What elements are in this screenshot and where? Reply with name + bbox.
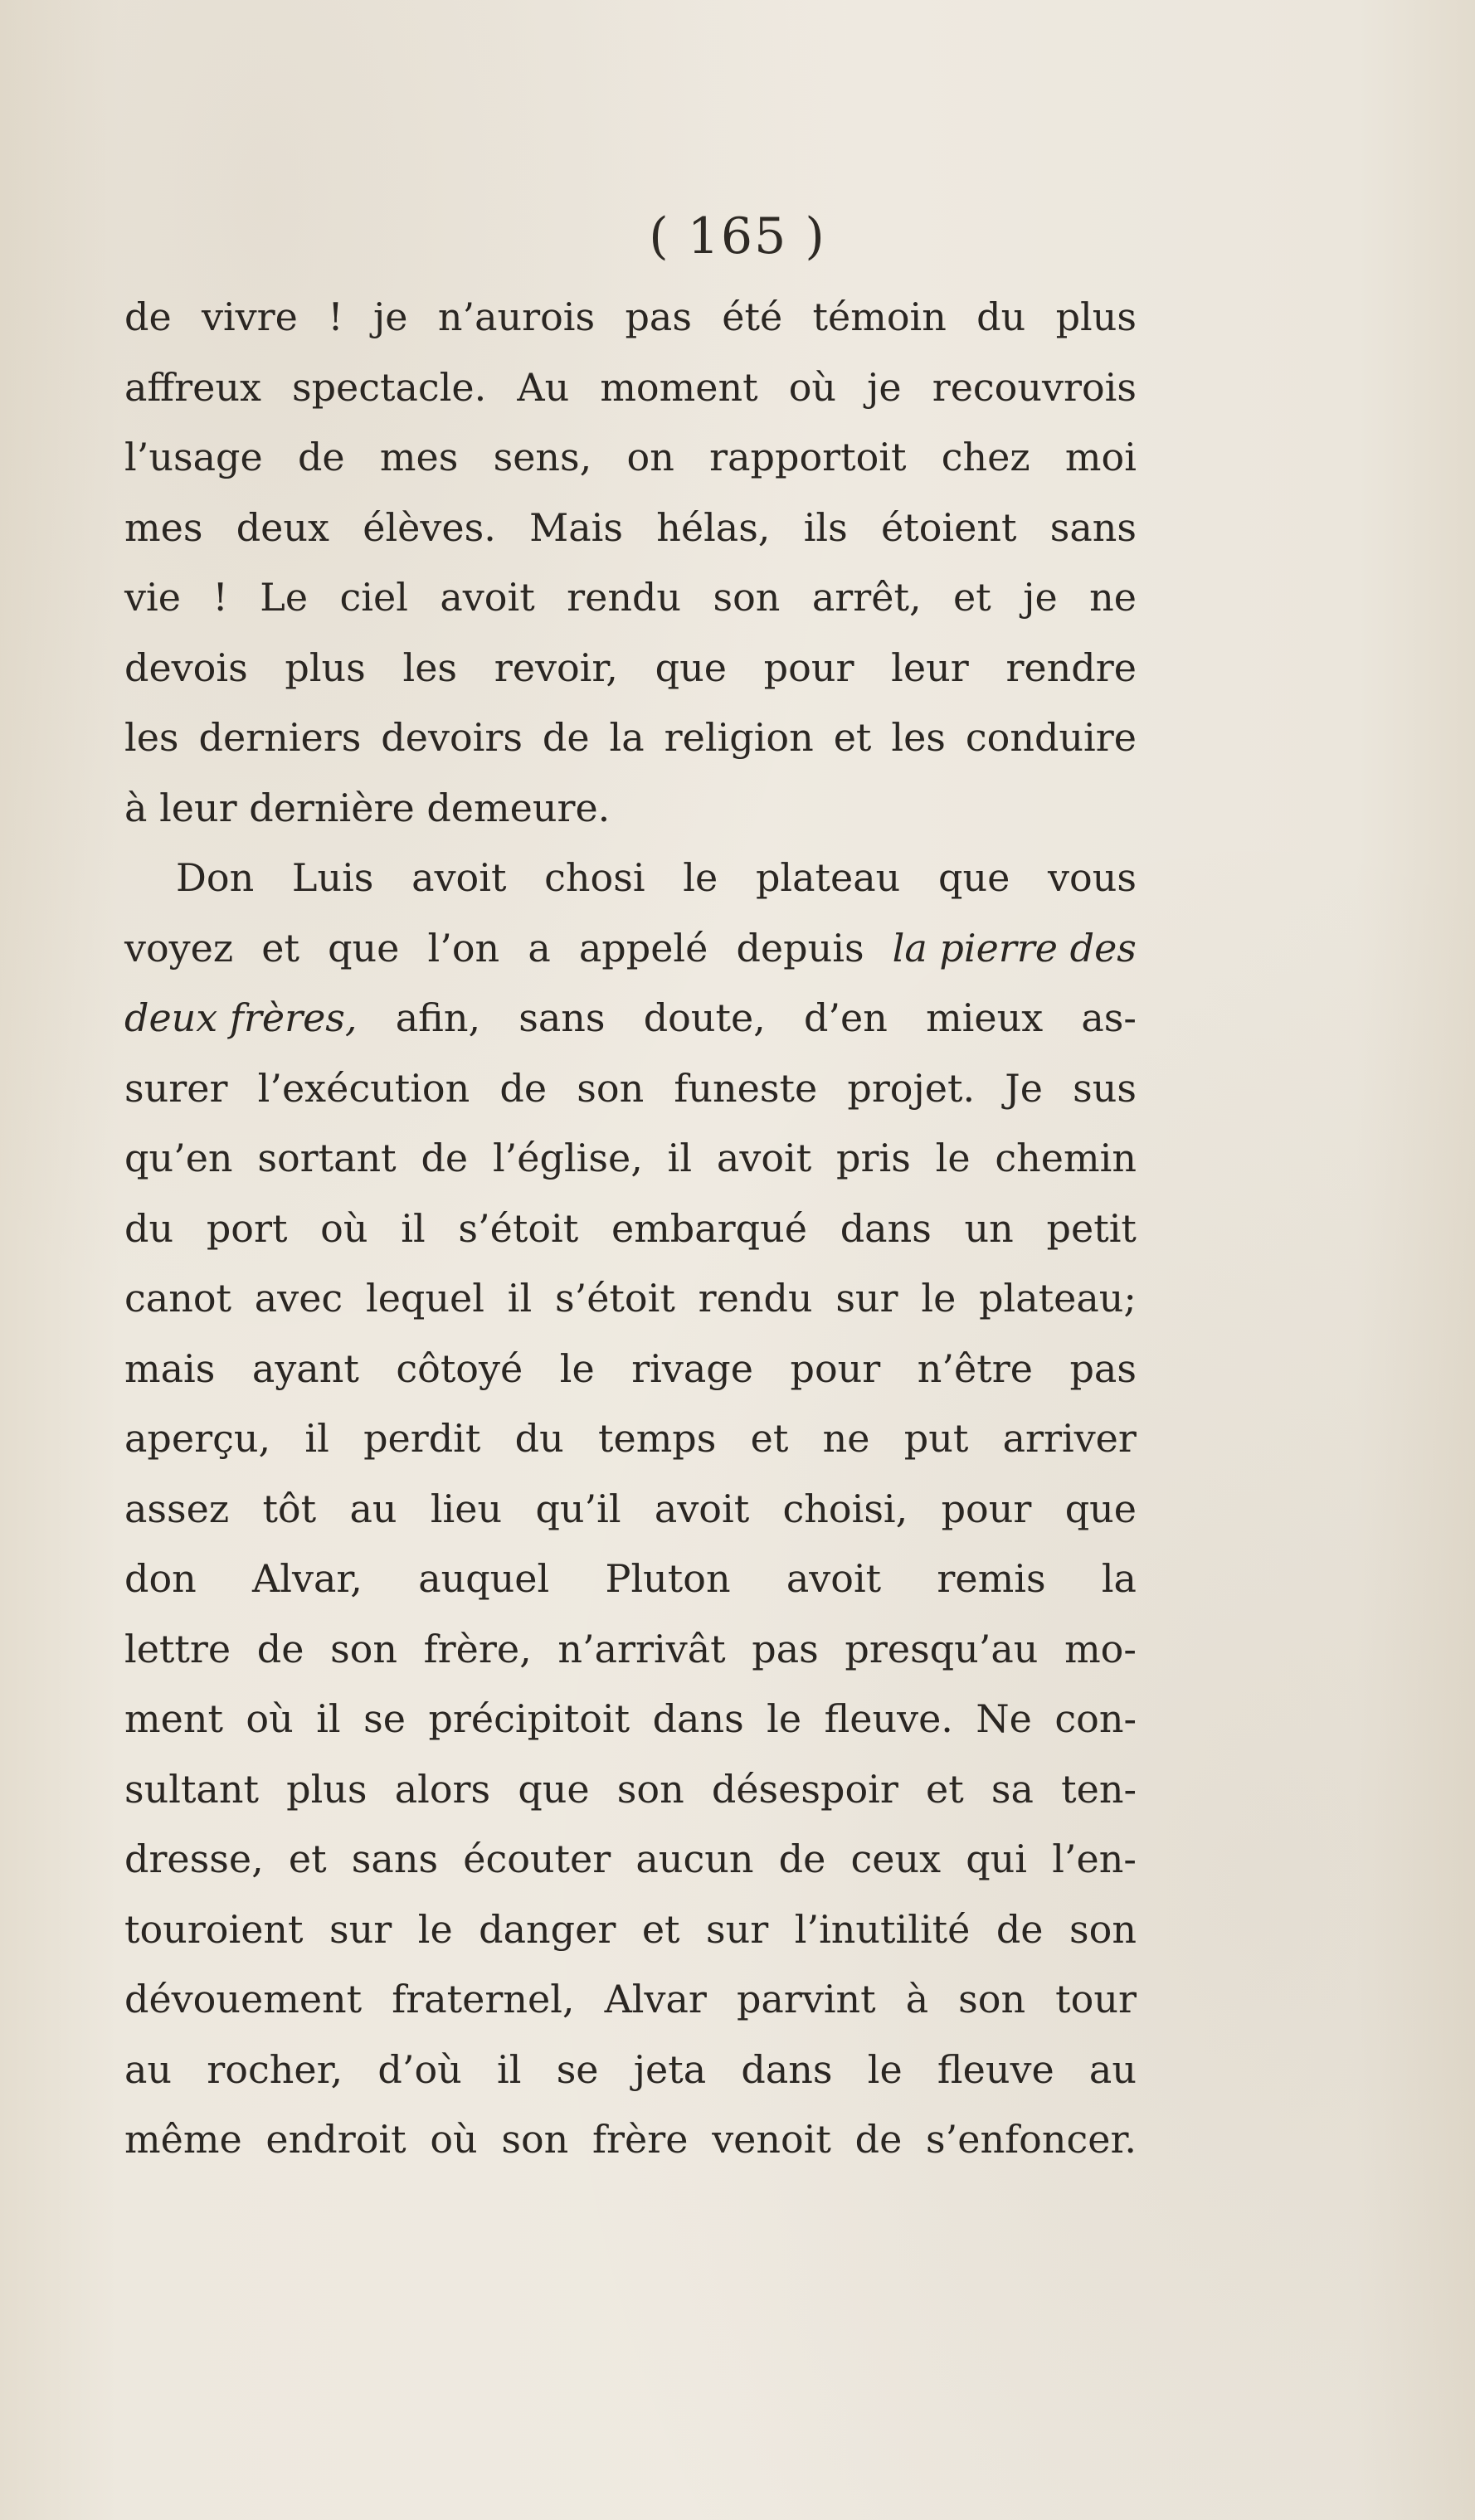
text-line bbox=[124, 353, 1137, 423]
word: sans bbox=[1049, 504, 1137, 550]
word: deux bbox=[236, 504, 329, 550]
word: mieux bbox=[926, 995, 1044, 1040]
word: les bbox=[402, 645, 458, 690]
word: n’arrivât bbox=[557, 1626, 726, 1671]
word: d’où bbox=[377, 2046, 462, 2092]
text-line bbox=[124, 2035, 1137, 2105]
word: je bbox=[1023, 575, 1058, 620]
word: un bbox=[964, 1205, 1014, 1251]
word: de bbox=[256, 1626, 304, 1671]
word: le bbox=[767, 1696, 802, 1741]
word: de bbox=[421, 1136, 469, 1180]
word: demeure. bbox=[426, 785, 611, 830]
word: que bbox=[938, 855, 1010, 900]
word: du bbox=[514, 1416, 564, 1461]
word: sortant bbox=[257, 1136, 397, 1180]
word: et bbox=[641, 1906, 680, 1952]
word: devois bbox=[124, 645, 248, 690]
text-line bbox=[124, 843, 1137, 913]
word: choisi, bbox=[782, 1486, 908, 1531]
word: port bbox=[206, 1205, 288, 1251]
text-line bbox=[124, 1824, 1137, 1895]
word: ciel bbox=[339, 575, 408, 620]
page-number: ( 165 ) bbox=[649, 207, 826, 265]
word: Ne bbox=[976, 1696, 1032, 1741]
word: tôt bbox=[262, 1486, 317, 1531]
word: de bbox=[499, 1065, 548, 1111]
word: et bbox=[926, 1766, 964, 1812]
word: élèves. bbox=[363, 504, 496, 550]
word: endroit bbox=[265, 2117, 406, 2162]
word: rapportoit bbox=[709, 435, 907, 479]
word: sans bbox=[351, 1836, 439, 1881]
word: de bbox=[124, 294, 172, 339]
word: embarqué bbox=[611, 1205, 807, 1251]
word: presqu’au bbox=[845, 1626, 1039, 1671]
word: où bbox=[788, 364, 837, 410]
word: moment bbox=[600, 364, 758, 410]
word: son bbox=[330, 1626, 398, 1671]
text-line bbox=[124, 1194, 1137, 1264]
word: ment bbox=[124, 1696, 223, 1741]
word: pas bbox=[752, 1626, 819, 1671]
word: afin, bbox=[395, 995, 481, 1040]
word: que bbox=[1064, 1486, 1137, 1531]
word: le bbox=[935, 1136, 971, 1180]
word: derniers bbox=[198, 715, 362, 760]
word: dans bbox=[840, 1205, 932, 1251]
word: pris bbox=[836, 1136, 911, 1180]
text-line bbox=[124, 703, 1137, 773]
word: hélas, bbox=[656, 504, 771, 550]
word: son bbox=[577, 1065, 645, 1111]
word: funeste bbox=[674, 1065, 818, 1111]
word: de bbox=[297, 435, 345, 479]
word: au bbox=[349, 1486, 397, 1531]
word: recouvrois bbox=[932, 364, 1137, 410]
word: s’étoit bbox=[458, 1205, 579, 1251]
word: pour bbox=[763, 645, 854, 690]
text-line bbox=[124, 983, 1137, 1053]
word: plus bbox=[286, 1766, 368, 1812]
word: Au bbox=[517, 364, 570, 410]
word: chez bbox=[941, 435, 1030, 479]
word: ! bbox=[328, 294, 343, 339]
word: je bbox=[867, 364, 902, 410]
word: rivage bbox=[631, 1345, 753, 1391]
word: Don bbox=[176, 855, 255, 900]
word: assez bbox=[124, 1486, 230, 1531]
body-text bbox=[124, 282, 1137, 2175]
word: son bbox=[958, 1977, 1026, 2021]
word: il bbox=[497, 2046, 522, 2092]
word: pas bbox=[625, 294, 692, 339]
word: plateau bbox=[755, 855, 901, 900]
word: qu’il bbox=[535, 1486, 621, 1531]
word: qui bbox=[966, 1836, 1028, 1881]
text-line bbox=[124, 2104, 1137, 2175]
word: moi bbox=[1064, 435, 1137, 479]
word: lieu bbox=[430, 1486, 503, 1531]
word: surer bbox=[124, 1065, 228, 1111]
word: s’étoit bbox=[554, 1276, 675, 1321]
word: arrêt, bbox=[811, 575, 922, 620]
word: sur bbox=[329, 1906, 392, 1952]
word: fleuve bbox=[937, 2046, 1054, 2092]
word: fleuve. bbox=[824, 1696, 953, 1741]
word: où bbox=[320, 1205, 368, 1251]
word: dévouement bbox=[124, 1977, 363, 2021]
text-line bbox=[124, 1474, 1137, 1545]
word: auquel bbox=[418, 1556, 550, 1601]
word: l’inutilité bbox=[794, 1906, 971, 1952]
word: chemin bbox=[995, 1136, 1137, 1180]
word: pour bbox=[941, 1486, 1032, 1531]
word: arriver bbox=[1002, 1416, 1137, 1461]
word: n’être bbox=[917, 1345, 1033, 1391]
word: la bbox=[1101, 1556, 1137, 1601]
word: rendu bbox=[698, 1276, 813, 1321]
word: avec bbox=[254, 1276, 343, 1321]
word: s’enfoncer. bbox=[926, 2117, 1137, 2162]
word: religion bbox=[664, 715, 814, 760]
word: été bbox=[722, 294, 783, 339]
word: le bbox=[921, 1276, 957, 1321]
word: désespoir bbox=[711, 1766, 898, 1812]
word: le bbox=[683, 855, 718, 900]
word: con- bbox=[1054, 1696, 1137, 1741]
word: spectacle. bbox=[291, 364, 487, 410]
word: depuis bbox=[736, 925, 864, 971]
word: lettre bbox=[124, 1626, 231, 1671]
word: perdit bbox=[363, 1416, 481, 1461]
word: il bbox=[667, 1136, 693, 1180]
word: Je bbox=[1005, 1065, 1043, 1111]
word: plus bbox=[1055, 294, 1137, 339]
word: dernière bbox=[249, 785, 415, 830]
word: et bbox=[953, 575, 991, 620]
word: et bbox=[288, 1836, 327, 1881]
word: leur bbox=[891, 645, 969, 690]
word: et bbox=[750, 1416, 789, 1461]
word: Alvar bbox=[604, 1977, 707, 2021]
text-line bbox=[124, 1263, 1137, 1334]
word: au bbox=[1088, 2046, 1137, 2092]
word: le bbox=[559, 1345, 595, 1391]
word: ils bbox=[803, 504, 848, 550]
word: a bbox=[528, 925, 551, 971]
word: sa bbox=[991, 1766, 1034, 1812]
word: devoirs bbox=[381, 715, 523, 760]
italic-place-name: la pierre des bbox=[892, 925, 1137, 971]
word: rocher, bbox=[207, 2046, 343, 2092]
italic-place-name: deux frères, bbox=[124, 995, 358, 1040]
word: touroient bbox=[124, 1906, 304, 1952]
word: l’exécution bbox=[257, 1065, 470, 1111]
text-line bbox=[124, 1053, 1137, 1124]
word: côtoyé bbox=[396, 1345, 523, 1391]
word: appelé bbox=[578, 925, 708, 971]
word: tour bbox=[1055, 1977, 1137, 2021]
word: les bbox=[124, 715, 179, 760]
word: leur bbox=[159, 785, 237, 830]
word: ten- bbox=[1061, 1766, 1137, 1812]
word: don bbox=[124, 1556, 197, 1601]
word: se bbox=[363, 1696, 406, 1741]
word: sus bbox=[1073, 1065, 1137, 1111]
text-line bbox=[124, 1544, 1137, 1614]
word: vie bbox=[124, 575, 181, 620]
word: le bbox=[417, 1906, 453, 1952]
word: écouter bbox=[463, 1836, 611, 1881]
word: dans bbox=[652, 1696, 744, 1741]
word: jeta bbox=[633, 2046, 707, 2092]
word: Mais bbox=[529, 504, 623, 550]
word: aperçu, bbox=[124, 1416, 271, 1461]
word: rendu bbox=[567, 575, 682, 620]
word: remis bbox=[937, 1556, 1046, 1601]
word: mes bbox=[124, 504, 203, 550]
word: Pluton bbox=[605, 1556, 731, 1601]
word: précipitoit bbox=[428, 1696, 630, 1741]
word: frère bbox=[592, 2117, 689, 2162]
word: de bbox=[542, 715, 590, 760]
word: son bbox=[1069, 1906, 1137, 1952]
word: la bbox=[609, 715, 645, 760]
word: projet. bbox=[847, 1065, 976, 1111]
word: temps bbox=[597, 1416, 717, 1461]
word: l’église, bbox=[492, 1136, 643, 1180]
word: pour bbox=[790, 1345, 881, 1391]
text-line bbox=[124, 1123, 1137, 1194]
word: mes bbox=[379, 435, 459, 479]
word: je bbox=[373, 294, 408, 339]
word: avoit bbox=[440, 575, 535, 620]
word: Luis bbox=[291, 855, 374, 900]
word: que bbox=[655, 645, 727, 690]
word: ne bbox=[822, 1416, 870, 1461]
text-line bbox=[124, 1334, 1137, 1404]
word: affreux bbox=[124, 364, 261, 410]
word: plateau; bbox=[979, 1276, 1137, 1321]
word: chosi bbox=[544, 855, 645, 900]
text-line bbox=[124, 633, 1137, 703]
word: qu’en bbox=[124, 1136, 233, 1180]
word: il bbox=[304, 1416, 329, 1461]
word: dans bbox=[741, 2046, 833, 2092]
word: parvint bbox=[736, 1977, 876, 2021]
word: mo- bbox=[1064, 1626, 1137, 1671]
word: petit bbox=[1046, 1205, 1137, 1251]
word: ceux bbox=[850, 1836, 942, 1881]
word: aucun bbox=[635, 1836, 754, 1881]
word: témoin bbox=[812, 294, 947, 339]
word: son bbox=[501, 2117, 569, 2162]
word: étoient bbox=[881, 504, 1017, 550]
word: il bbox=[316, 1696, 341, 1741]
word: l’en- bbox=[1052, 1836, 1137, 1881]
word: avoit bbox=[411, 855, 507, 900]
word: rendre bbox=[1005, 645, 1137, 690]
word: l’usage bbox=[124, 435, 263, 479]
word: se bbox=[556, 2046, 599, 2092]
word: sultant bbox=[124, 1766, 259, 1812]
word: dresse, bbox=[124, 1836, 264, 1881]
word: on bbox=[626, 435, 674, 479]
word: d’en bbox=[803, 995, 888, 1040]
word: il bbox=[401, 1205, 426, 1251]
word: avoit bbox=[654, 1486, 750, 1531]
word: son bbox=[713, 575, 781, 620]
word: de bbox=[854, 2117, 903, 2162]
word: et bbox=[833, 715, 872, 760]
word: sens, bbox=[493, 435, 592, 479]
word: que bbox=[518, 1766, 590, 1812]
word: plus bbox=[285, 645, 366, 690]
word: de bbox=[778, 1836, 826, 1881]
text-line bbox=[124, 1964, 1137, 2035]
text-line bbox=[124, 913, 1137, 984]
word: Le bbox=[260, 575, 309, 620]
word: sur bbox=[706, 1906, 769, 1952]
word: danger bbox=[479, 1906, 616, 1952]
word: et bbox=[261, 925, 299, 971]
word: où bbox=[430, 2117, 478, 2162]
word: as- bbox=[1081, 995, 1137, 1040]
word: put bbox=[903, 1416, 969, 1461]
word: ne bbox=[1089, 575, 1137, 620]
word: le bbox=[867, 2046, 903, 2092]
word: conduire bbox=[965, 715, 1137, 760]
word: fraternel, bbox=[392, 1977, 575, 2021]
word: alors bbox=[394, 1766, 491, 1812]
word: où bbox=[246, 1696, 294, 1741]
word: frère, bbox=[423, 1626, 532, 1671]
word: voyez bbox=[124, 925, 234, 971]
word: à bbox=[905, 1977, 929, 2021]
text-line bbox=[124, 1684, 1137, 1754]
word: il bbox=[507, 1276, 533, 1321]
text-line bbox=[124, 1614, 1137, 1685]
word: n’aurois bbox=[437, 294, 596, 339]
word: même bbox=[124, 2117, 242, 2162]
word: pas bbox=[1069, 1345, 1137, 1391]
word: les bbox=[891, 715, 946, 760]
word: Alvar, bbox=[252, 1556, 363, 1601]
text-line bbox=[124, 493, 1137, 563]
word: vous bbox=[1048, 855, 1137, 900]
text-line bbox=[124, 562, 1137, 633]
text-line bbox=[124, 1754, 1137, 1825]
word: à bbox=[124, 785, 148, 830]
word: sans bbox=[518, 995, 606, 1040]
word: venoit bbox=[712, 2117, 831, 2162]
word: l’on bbox=[427, 925, 500, 971]
word: du bbox=[976, 294, 1026, 339]
text-line bbox=[124, 422, 1137, 493]
text-line bbox=[124, 1404, 1137, 1474]
word: revoir, bbox=[494, 645, 618, 690]
word: avoit bbox=[786, 1556, 882, 1601]
word: de bbox=[996, 1906, 1044, 1952]
word: doute, bbox=[643, 995, 766, 1040]
word: son bbox=[616, 1766, 684, 1812]
text-line bbox=[124, 773, 1137, 844]
word: lequel bbox=[366, 1276, 484, 1321]
word: au bbox=[124, 2046, 173, 2092]
word: ayant bbox=[251, 1345, 359, 1391]
word: ! bbox=[212, 575, 228, 620]
word: du bbox=[124, 1205, 174, 1251]
word: canot bbox=[124, 1276, 231, 1321]
word: que bbox=[328, 925, 400, 971]
word: avoit bbox=[716, 1136, 812, 1180]
word: mais bbox=[124, 1345, 216, 1391]
word: sur bbox=[835, 1276, 898, 1321]
text-line bbox=[124, 282, 1137, 353]
word: vivre bbox=[201, 294, 298, 339]
text-line bbox=[124, 1895, 1137, 1965]
